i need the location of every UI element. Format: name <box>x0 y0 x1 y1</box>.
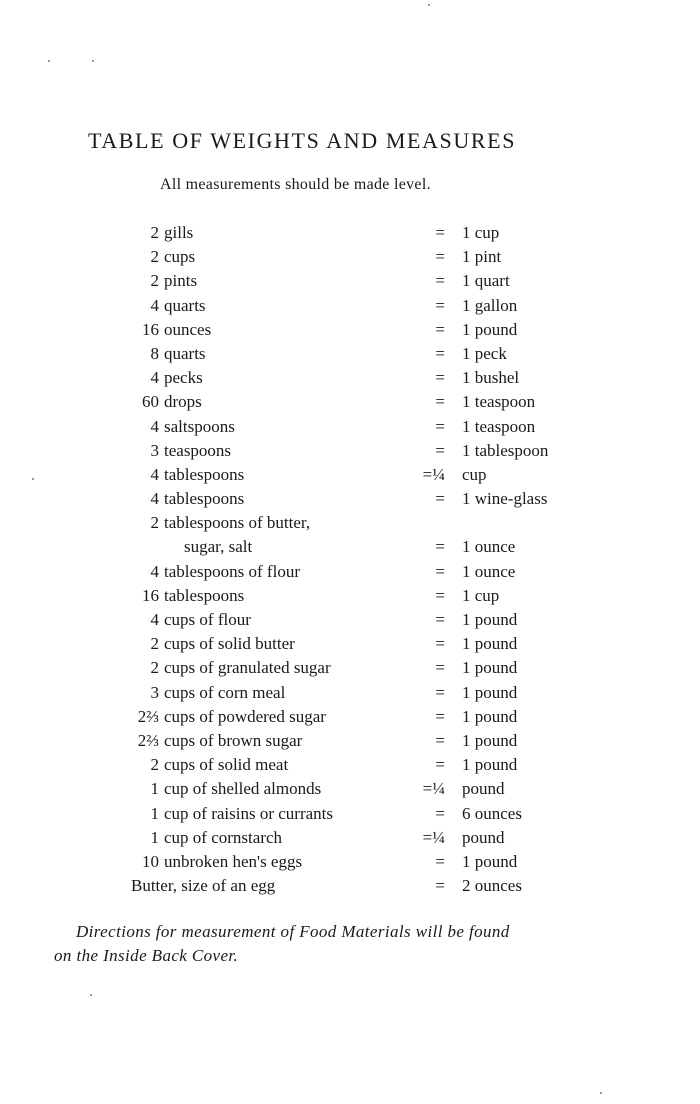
row-quantity: 4 <box>150 295 159 315</box>
row-unit: pecks <box>164 368 203 388</box>
table-row <box>124 366 584 390</box>
row-result: 1 cup <box>462 223 500 242</box>
row-unit: cups of solid meat <box>164 755 289 775</box>
row-unit: saltspoons <box>164 416 235 436</box>
row-unit: pints <box>164 271 198 291</box>
row-equals: = <box>435 319 445 339</box>
row-quantity: 2 <box>150 634 159 654</box>
row-quantity: 4 <box>150 464 159 484</box>
table-row <box>124 705 584 729</box>
row-quantity: 16 <box>142 585 159 605</box>
row-equals: = <box>435 416 445 436</box>
row-result: 1 ounce <box>462 561 516 581</box>
measures-table <box>124 221 584 898</box>
row-unit: tablespoons of flour <box>164 561 300 581</box>
row-equals: = <box>435 440 445 460</box>
table-row <box>124 415 584 439</box>
table-row <box>124 560 584 584</box>
row-result: cup <box>462 464 487 484</box>
row-result: 1 teaspoon <box>462 392 536 412</box>
row-quantity: 4 <box>150 416 159 436</box>
row-quantity: 4 <box>150 368 159 388</box>
page-subtitle: All measurements should be made level. <box>160 176 431 193</box>
row-result: 1 pound <box>462 658 518 678</box>
row-result: 1 pound <box>462 706 518 726</box>
row-quantity: 1 <box>150 779 159 799</box>
row-equals: = <box>435 537 445 557</box>
row-unit: tablespoons of butter, <box>164 513 311 533</box>
table-row <box>124 511 584 535</box>
row-equals: = <box>435 706 445 726</box>
row-result: 1 gallon <box>462 295 518 315</box>
row-result: 6 ounces <box>462 803 522 823</box>
table-row <box>124 753 584 777</box>
table-row <box>124 656 584 680</box>
row-quantity: 2 <box>150 223 159 242</box>
row-result: 2 ounces <box>462 876 522 896</box>
row-unit: cups of powdered sugar <box>164 706 326 726</box>
row-unit: cups <box>164 247 196 267</box>
row-unit: cups of granulated sugar <box>164 658 331 678</box>
table-row <box>124 729 584 753</box>
row-result: pound <box>462 827 505 847</box>
row-unit: sugar, salt <box>184 537 253 557</box>
paper-speck <box>32 478 34 480</box>
row-unit: ounces <box>164 319 212 339</box>
row-unit: cup of shelled almonds <box>164 779 322 799</box>
table-row <box>124 584 584 608</box>
footer-line-1: Directions for measurement of Food Materials will be found <box>76 922 510 941</box>
table-row <box>124 221 584 245</box>
row-equals: = <box>435 561 445 581</box>
row-unit: Butter, size of an egg <box>131 876 276 896</box>
row-result: 1 tablespoon <box>462 440 549 460</box>
row-unit: gills <box>164 223 194 242</box>
row-quantity: 2 <box>150 271 159 291</box>
table-row <box>124 269 584 293</box>
table-row <box>124 245 584 269</box>
row-equals: = <box>435 755 445 775</box>
paper-speck <box>92 60 94 62</box>
row-result: 1 cup <box>462 585 500 605</box>
footer-line-2: on the Inside Back Cover. <box>54 946 239 965</box>
paper-speck <box>600 1092 602 1094</box>
page-title: TABLE OF WEIGHTS AND MEASURES <box>88 128 517 153</box>
table-row <box>124 608 584 632</box>
row-equals: = <box>435 271 445 291</box>
row-result: pound <box>462 779 505 799</box>
row-equals: = <box>435 392 445 412</box>
row-equals: = <box>435 610 445 629</box>
row-result: 1 pint <box>462 247 502 267</box>
row-unit: quarts <box>164 295 206 315</box>
row-quantity: 4 <box>150 561 159 581</box>
row-result: 1 teaspoon <box>462 416 536 436</box>
row-quantity: 10 <box>142 851 159 871</box>
row-unit: cup of cornstarch <box>164 827 283 847</box>
row-unit: unbroken hen's eggs <box>164 851 303 871</box>
row-quantity: 1 <box>150 803 159 823</box>
row-equals: = <box>435 368 445 388</box>
row-equals: = <box>435 489 445 509</box>
row-equals: = <box>435 295 445 315</box>
table-row <box>124 463 584 487</box>
table-row <box>124 681 584 705</box>
row-unit: cups of brown sugar <box>164 730 303 750</box>
paper-speck <box>428 4 430 6</box>
row-quantity: 2 <box>150 247 159 267</box>
table-row <box>124 850 584 874</box>
row-unit: tablespoons <box>164 585 245 605</box>
row-quantity: 2 <box>150 755 159 775</box>
row-equals: =¼ <box>422 827 445 847</box>
row-result: 1 pound <box>462 851 518 871</box>
row-result: 1 pound <box>462 682 518 702</box>
row-result: 1 pound <box>462 634 518 654</box>
row-quantity: 2⅔ <box>137 730 159 750</box>
row-quantity: 1 <box>150 827 159 847</box>
row-unit: tablespoons <box>164 489 245 509</box>
row-quantity: 16 <box>142 319 159 339</box>
table-row <box>124 342 584 366</box>
row-equals: =¼ <box>422 464 445 484</box>
row-equals: = <box>435 803 445 823</box>
row-equals: = <box>435 223 445 242</box>
row-equals: = <box>435 634 445 654</box>
row-result: 1 pound <box>462 319 518 339</box>
row-quantity: 3 <box>150 682 159 702</box>
row-equals: = <box>435 658 445 678</box>
row-result: 1 quart <box>462 271 510 291</box>
row-result: 1 pound <box>462 755 518 775</box>
table-row <box>124 802 584 826</box>
row-unit: cups of solid butter <box>164 634 295 654</box>
table-row <box>124 439 584 463</box>
table-row <box>124 318 584 342</box>
row-unit: tablespoons <box>164 464 245 484</box>
table-row <box>124 535 584 559</box>
paper-speck <box>90 994 92 996</box>
row-quantity: 60 <box>142 392 159 412</box>
row-quantity: 2 <box>150 658 159 678</box>
row-result: 1 ounce <box>462 537 516 557</box>
row-result: 1 peck <box>462 343 507 363</box>
row-equals: = <box>435 851 445 871</box>
row-result: 1 pound <box>462 730 518 750</box>
row-quantity: 8 <box>150 343 159 363</box>
row-equals: = <box>435 247 445 267</box>
row-quantity: 2⅔ <box>137 706 159 726</box>
row-unit: cup of raisins or currants <box>164 803 334 823</box>
row-unit: cups of corn meal <box>164 682 286 702</box>
row-quantity: 4 <box>150 610 159 629</box>
row-equals: = <box>435 730 445 750</box>
row-unit: cups of flour <box>164 610 251 629</box>
table-row <box>124 294 584 318</box>
row-unit: quarts <box>164 343 206 363</box>
paper-speck <box>48 60 50 62</box>
footer-note <box>54 920 654 968</box>
row-result: 1 bushel <box>462 368 520 388</box>
row-equals: = <box>435 876 445 896</box>
table-row <box>124 390 584 414</box>
row-result: 1 pound <box>462 610 518 629</box>
row-quantity: 3 <box>150 440 159 460</box>
row-equals: = <box>435 585 445 605</box>
row-quantity: 2 <box>150 513 159 533</box>
row-equals: = <box>435 682 445 702</box>
row-quantity: 4 <box>150 489 159 509</box>
row-equals: =¼ <box>422 779 445 799</box>
row-unit: drops <box>164 392 202 412</box>
table-row <box>124 777 584 801</box>
table-row <box>124 632 584 656</box>
row-equals: = <box>435 343 445 363</box>
table-row <box>124 826 584 850</box>
table-row <box>124 874 584 898</box>
row-unit: teaspoons <box>164 440 232 460</box>
table-row <box>124 487 584 511</box>
row-result: 1 wine-glass <box>462 489 548 509</box>
